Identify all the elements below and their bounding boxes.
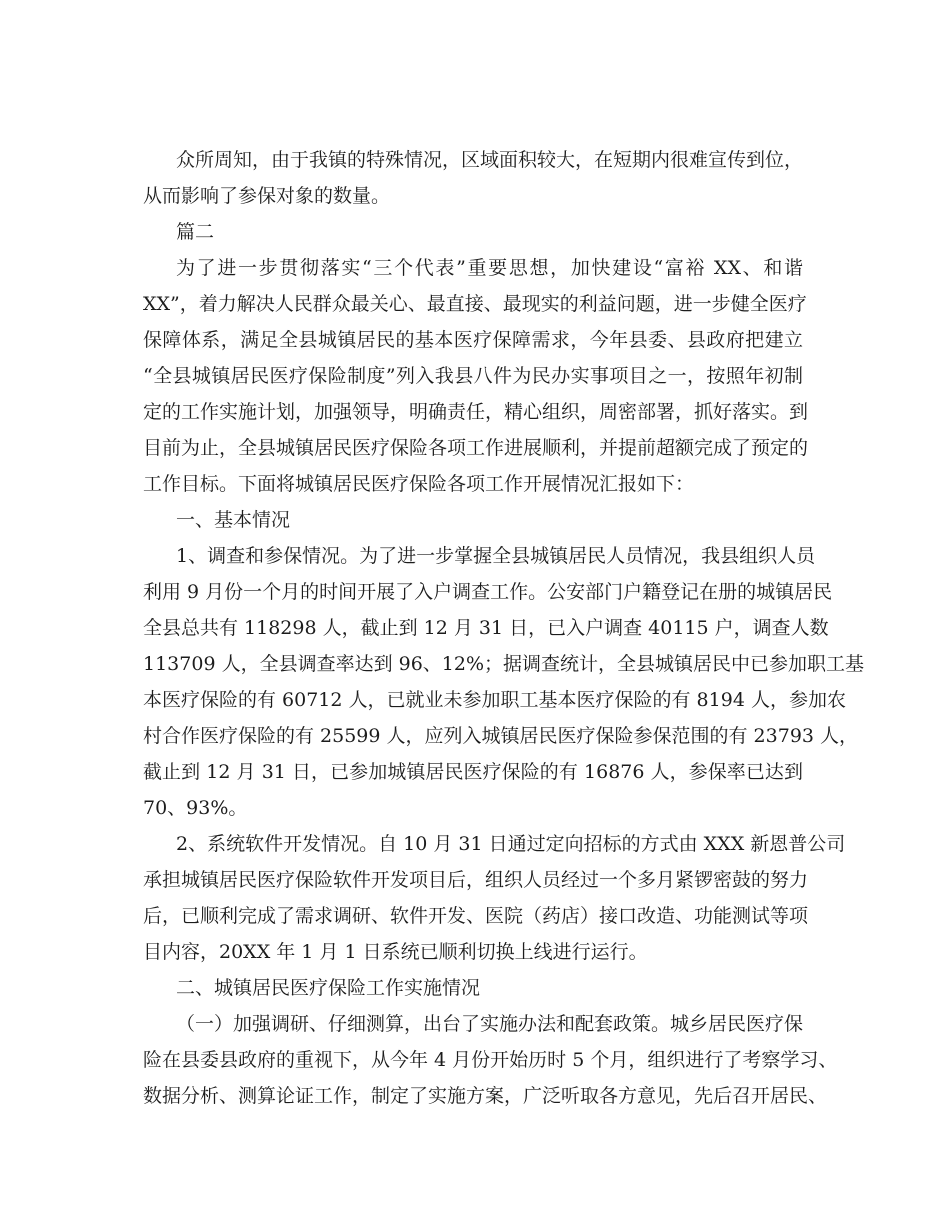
paragraph-line: “全县城镇居民医疗保险制度”列入我县八件为民办实事项目之一，按照年初制 <box>143 365 803 387</box>
paragraph-first-line: 众所周知，由于我镇的特殊情况，区域面积较大，在短期内很难宣传到位， <box>176 149 804 171</box>
document-body <box>143 142 865 1114</box>
paragraph-line: 村合作医疗保险的有 25599 人，应列入城镇居民医疗保险参保范围的有 23793 人， <box>143 725 859 747</box>
paragraph-line: XX”，着力解决人民群众最关心、最直接、最现实的利益问题，进一步健全医疗 <box>143 293 807 315</box>
paragraph-first-line: 二、城镇居民医疗保险工作实施情况 <box>176 977 481 999</box>
paragraph-line: 113709 人，全县调查率达到 96、12%；据调查统计，全县城镇居民中已参加职工基 <box>143 653 865 675</box>
paragraph-line: 从而影响了参保对象的数量。 <box>143 185 391 207</box>
paragraph-line: 70、93%。 <box>143 797 248 819</box>
paragraph-line: 定的工作实施计划，加强领导，明确责任，精心组织，周密部署，抓好落实。到 <box>143 401 809 423</box>
paragraph-line: 险在县委县政府的重视下，从今年 4 月份开始历时 5 个月，组织进行了考察学习、 <box>143 1049 838 1071</box>
paragraph-line: 全县总共有 118298 人，截止到 12 月 31 日，已入户调查 40115 户，调查人数 <box>143 617 829 639</box>
paragraph-line: 本医疗保险的有 60712 人，已就业未参加职工基本医疗保险的有 8194 人，参加农 <box>143 689 846 711</box>
paragraph-first-line: 2、系统软件开发情况。自 10 月 31 日通过定向招标的方式由 XXX 新恩普公司 <box>176 833 846 855</box>
paragraph-line: 后，已顺利完成了需求调研、软件开发、医院（药店）接口改造、功能测试等项 <box>143 905 809 927</box>
paragraph-line: 工作目标。下面将城镇居民医疗保险各项工作开展情况汇报如下： <box>143 473 695 495</box>
paragraph-first-line: 篇二 <box>176 221 215 243</box>
paragraph-first-line: 1、调查和参保情况。为了进一步掌握全县城镇居民人员情况，我县组织人员 <box>176 545 816 567</box>
paragraph-line: 保障体系，满足全县城镇居民的基本医疗保障需求，今年县委、县政府把建立 <box>143 329 803 351</box>
paragraph-line: 利用 9 月份一个月的时间开展了入户调查工作。公安部门户籍登记在册的城镇居民 <box>143 581 833 603</box>
paragraph-first-line: （一）加强调研、仔细测算，出台了实施办法和配套政策。城乡居民医疗保 <box>176 1013 804 1035</box>
paragraph-line: 承担城镇居民医疗保险软件开发项目后，组织人员经过一个多月紧锣密鼓的努力 <box>143 869 809 891</box>
paragraph-first-line: 一、基本情况 <box>176 509 291 531</box>
paragraph-line: 数据分析、测算论证工作，制定了实施方案，广泛听取各方意见，先后召开居民、 <box>143 1085 828 1107</box>
paragraph-line: 截止到 12 月 31 日，已参加城镇居民医疗保险的有 16876 人，参保率已达到 <box>143 761 803 783</box>
paragraph-line: 目内容，20XX 年 1 月 1 日系统已顺利切换上线进行运行。 <box>143 941 648 963</box>
paragraph-first-line: 为了进一步贯彻落实“三个代表”重要思想，加快建设“富裕 XX、和谐 <box>176 257 803 279</box>
paragraph-line: 目前为止，全县城镇居民医疗保险各项工作进展顺利，并提前超额完成了预定的 <box>143 437 809 459</box>
